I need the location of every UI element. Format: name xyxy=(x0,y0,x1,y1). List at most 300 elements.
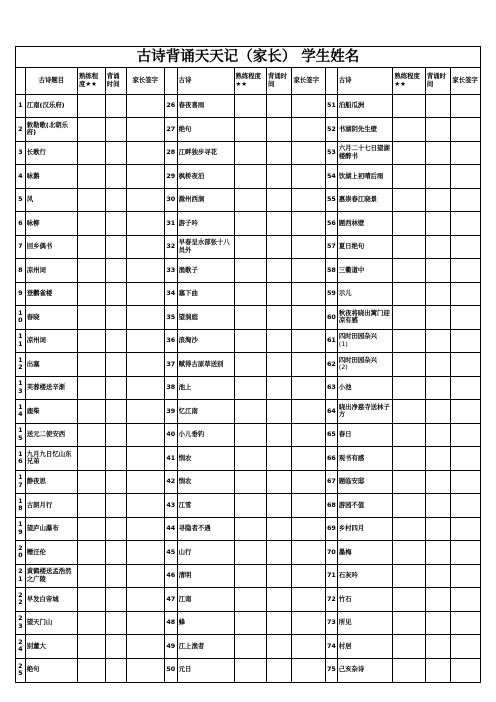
signature-cell[interactable] xyxy=(451,541,480,565)
header-poem-3: 古诗 xyxy=(337,68,393,94)
poem-number: 20 xyxy=(16,541,25,565)
time-cell[interactable] xyxy=(105,541,126,565)
poem-number: 64 xyxy=(326,400,338,424)
time-cell[interactable] xyxy=(105,564,126,588)
signature-cell[interactable] xyxy=(126,635,164,659)
skill-cell[interactable] xyxy=(77,259,105,283)
time-cell[interactable] xyxy=(105,376,126,400)
skill-cell[interactable] xyxy=(77,470,105,494)
time-cell[interactable] xyxy=(105,400,126,424)
skill-cell[interactable] xyxy=(77,564,105,588)
skill-cell[interactable] xyxy=(393,635,425,659)
signature-cell[interactable] xyxy=(451,282,480,306)
skill-cell[interactable] xyxy=(234,306,266,330)
time-cell[interactable] xyxy=(425,259,451,283)
signature-cell[interactable] xyxy=(292,400,326,424)
poem-title-text: 望洞庭 xyxy=(178,312,198,321)
poem-title xyxy=(25,635,77,659)
time-cell[interactable] xyxy=(425,94,451,118)
skill-cell[interactable] xyxy=(393,658,425,682)
skill-cell[interactable] xyxy=(234,282,266,306)
signature-cell[interactable] xyxy=(451,141,480,165)
time-cell[interactable] xyxy=(425,188,451,212)
time-cell[interactable] xyxy=(105,94,126,118)
skill-cell[interactable] xyxy=(234,658,266,682)
skill-cell[interactable] xyxy=(393,235,425,259)
signature-cell[interactable] xyxy=(292,588,326,612)
poem-number: 30 xyxy=(164,188,177,212)
poem-title xyxy=(177,658,234,682)
poem-title-text: 饮湖上初晴后雨 xyxy=(338,171,384,180)
skill-cell[interactable] xyxy=(393,423,425,447)
time-cell[interactable] xyxy=(425,376,451,400)
time-cell[interactable] xyxy=(105,588,126,612)
poem-number: 62 xyxy=(326,353,338,377)
skill-cell[interactable] xyxy=(77,447,105,471)
poem-title-text: 寻隐者不遇 xyxy=(178,524,211,533)
signature-cell[interactable] xyxy=(126,235,164,259)
skill-cell[interactable] xyxy=(393,353,425,377)
signature-cell[interactable] xyxy=(126,165,164,189)
signature-cell[interactable] xyxy=(126,494,164,518)
table-row xyxy=(16,470,480,494)
time-cell[interactable] xyxy=(425,329,451,353)
time-cell[interactable] xyxy=(105,118,126,142)
skill-cell[interactable] xyxy=(234,118,266,142)
signature-cell[interactable] xyxy=(292,165,326,189)
signature-cell[interactable] xyxy=(292,141,326,165)
time-cell[interactable] xyxy=(105,306,126,330)
poem-number: 38 xyxy=(164,376,177,400)
skill-cell[interactable] xyxy=(77,235,105,259)
table-row xyxy=(16,259,480,283)
poem-title-text: 题临安邸 xyxy=(338,477,365,486)
skill-cell[interactable] xyxy=(393,517,425,541)
signature-cell[interactable] xyxy=(292,376,326,400)
skill-cell[interactable] xyxy=(393,564,425,588)
poem-title xyxy=(337,306,393,330)
time-cell[interactable] xyxy=(266,235,292,259)
signature-cell[interactable] xyxy=(451,564,480,588)
time-cell[interactable] xyxy=(266,282,292,306)
time-cell[interactable] xyxy=(425,235,451,259)
poem-title xyxy=(25,212,77,236)
poem-title xyxy=(177,188,234,212)
time-cell[interactable] xyxy=(105,259,126,283)
time-cell[interactable] xyxy=(266,376,292,400)
time-cell[interactable] xyxy=(266,517,292,541)
signature-cell[interactable] xyxy=(292,611,326,635)
signature-cell[interactable] xyxy=(451,494,480,518)
poem-title-text: 望庐山瀑布 xyxy=(26,524,59,533)
skill-cell[interactable] xyxy=(77,165,105,189)
signature-cell[interactable] xyxy=(451,470,480,494)
poem-title xyxy=(177,306,234,330)
signature-cell[interactable] xyxy=(451,517,480,541)
signature-cell[interactable] xyxy=(292,188,326,212)
time-cell[interactable] xyxy=(266,141,292,165)
skill-cell[interactable] xyxy=(77,141,105,165)
poem-title-text: 墨梅 xyxy=(338,547,352,556)
signature-cell[interactable] xyxy=(126,329,164,353)
signature-cell[interactable] xyxy=(292,212,326,236)
poem-part-label: (2) xyxy=(338,363,348,372)
poem-number: 72 xyxy=(326,588,338,612)
time-cell[interactable] xyxy=(425,470,451,494)
skill-cell[interactable] xyxy=(234,212,266,236)
time-cell[interactable] xyxy=(266,188,292,212)
time-cell[interactable] xyxy=(266,400,292,424)
skill-cell[interactable] xyxy=(234,588,266,612)
skill-cell[interactable] xyxy=(393,400,425,424)
time-cell[interactable] xyxy=(425,635,451,659)
poem-number: 39 xyxy=(164,400,177,424)
skill-cell[interactable] xyxy=(234,447,266,471)
signature-cell[interactable] xyxy=(292,282,326,306)
poem-title-text: 早发白帝城 xyxy=(26,594,59,603)
header-num-1 xyxy=(16,68,25,94)
signature-cell[interactable] xyxy=(126,517,164,541)
signature-cell[interactable] xyxy=(126,423,164,447)
poem-number: 5 xyxy=(16,188,25,212)
signature-cell[interactable] xyxy=(451,588,480,612)
skill-cell[interactable] xyxy=(234,329,266,353)
time-cell[interactable] xyxy=(266,658,292,682)
time-cell[interactable] xyxy=(425,611,451,635)
skill-cell[interactable] xyxy=(234,423,266,447)
time-cell[interactable] xyxy=(266,588,292,612)
signature-cell[interactable] xyxy=(292,353,326,377)
time-cell[interactable] xyxy=(266,423,292,447)
time-cell[interactable] xyxy=(425,564,451,588)
poem-title xyxy=(337,635,393,659)
skill-cell[interactable] xyxy=(393,376,425,400)
signature-cell[interactable] xyxy=(292,423,326,447)
skill-cell[interactable] xyxy=(77,94,105,118)
table-row xyxy=(16,564,480,588)
signature-cell[interactable] xyxy=(126,447,164,471)
time-cell[interactable] xyxy=(266,329,292,353)
time-cell[interactable] xyxy=(266,564,292,588)
signature-cell[interactable] xyxy=(126,118,164,142)
poem-title-text: 小儿垂钓 xyxy=(178,430,205,439)
poem-title xyxy=(337,376,393,400)
signature-cell[interactable] xyxy=(292,564,326,588)
signature-cell[interactable] xyxy=(292,94,326,118)
skill-cell[interactable] xyxy=(234,259,266,283)
skill-cell[interactable] xyxy=(234,494,266,518)
skill-cell[interactable] xyxy=(393,611,425,635)
skill-cell[interactable] xyxy=(234,517,266,541)
signature-cell[interactable] xyxy=(126,470,164,494)
poem-title-text: 六月二十七日望湖楼醉书 xyxy=(338,144,390,160)
poem-title-text: 江南(汉乐府) xyxy=(26,101,65,110)
time-cell[interactable] xyxy=(105,470,126,494)
table-row xyxy=(16,400,480,424)
time-cell[interactable] xyxy=(105,282,126,306)
signature-cell[interactable] xyxy=(451,658,480,682)
header-num-3 xyxy=(326,68,338,94)
signature-cell[interactable] xyxy=(292,517,326,541)
poem-number: 45 xyxy=(164,541,177,565)
time-cell[interactable] xyxy=(105,423,126,447)
time-cell[interactable] xyxy=(425,165,451,189)
time-cell[interactable] xyxy=(266,494,292,518)
poem-title xyxy=(177,564,234,588)
signature-cell[interactable] xyxy=(451,165,480,189)
signature-cell[interactable] xyxy=(451,188,480,212)
skill-cell[interactable] xyxy=(234,376,266,400)
poem-number: 13 xyxy=(16,376,25,400)
poem-title-text: 乡村四月 xyxy=(338,524,365,533)
skill-cell[interactable] xyxy=(234,235,266,259)
signature-cell[interactable] xyxy=(126,376,164,400)
signature-cell[interactable] xyxy=(451,611,480,635)
signature-cell[interactable] xyxy=(451,447,480,471)
signature-cell[interactable] xyxy=(292,635,326,659)
signature-cell[interactable] xyxy=(126,353,164,377)
poem-number: 59 xyxy=(326,282,338,306)
time-cell[interactable] xyxy=(266,259,292,283)
poem-title xyxy=(25,141,77,165)
skill-cell[interactable] xyxy=(393,470,425,494)
time-cell[interactable] xyxy=(105,611,126,635)
signature-cell[interactable] xyxy=(126,282,164,306)
signature-cell[interactable] xyxy=(451,94,480,118)
time-cell[interactable] xyxy=(266,353,292,377)
signature-cell[interactable] xyxy=(451,306,480,330)
time-cell[interactable] xyxy=(266,541,292,565)
poem-title-text: 江上渔者 xyxy=(178,641,205,650)
poem-title xyxy=(177,165,234,189)
skill-cell[interactable] xyxy=(234,635,266,659)
time-cell[interactable] xyxy=(266,611,292,635)
poem-number: 41 xyxy=(164,447,177,471)
skill-cell[interactable] xyxy=(234,541,266,565)
poem-title xyxy=(25,517,77,541)
time-cell[interactable] xyxy=(425,118,451,142)
signature-cell[interactable] xyxy=(292,235,326,259)
time-cell[interactable] xyxy=(425,658,451,682)
time-cell[interactable] xyxy=(425,306,451,330)
time-cell[interactable] xyxy=(266,212,292,236)
signature-cell[interactable] xyxy=(126,212,164,236)
skill-cell[interactable] xyxy=(77,329,105,353)
time-cell[interactable] xyxy=(105,353,126,377)
poem-title-text: 浪淘沙 xyxy=(178,336,198,345)
time-cell[interactable] xyxy=(105,188,126,212)
skill-cell[interactable] xyxy=(234,188,266,212)
signature-cell[interactable] xyxy=(126,94,164,118)
skill-cell[interactable] xyxy=(234,165,266,189)
skill-cell[interactable] xyxy=(393,141,425,165)
skill-cell[interactable] xyxy=(393,212,425,236)
time-cell[interactable] xyxy=(425,141,451,165)
time-cell[interactable] xyxy=(105,165,126,189)
time-cell[interactable] xyxy=(266,306,292,330)
skill-cell[interactable] xyxy=(234,141,266,165)
skill-cell[interactable] xyxy=(77,306,105,330)
signature-cell[interactable] xyxy=(126,611,164,635)
skill-cell[interactable] xyxy=(77,611,105,635)
skill-cell[interactable] xyxy=(77,658,105,682)
time-cell[interactable] xyxy=(105,141,126,165)
skill-cell[interactable] xyxy=(77,541,105,565)
signature-cell[interactable] xyxy=(126,588,164,612)
signature-cell[interactable] xyxy=(292,259,326,283)
poem-number: 37 xyxy=(164,353,177,377)
signature-cell[interactable] xyxy=(451,635,480,659)
time-cell[interactable] xyxy=(425,494,451,518)
signature-cell[interactable] xyxy=(292,306,326,330)
time-cell[interactable] xyxy=(266,165,292,189)
signature-cell[interactable] xyxy=(292,658,326,682)
poem-title-text: 滁州西涧 xyxy=(178,195,205,204)
signature-cell[interactable] xyxy=(292,541,326,565)
header-sign-2: 家长签字 xyxy=(292,68,326,94)
poem-number: 40 xyxy=(164,423,177,447)
poem-title xyxy=(337,658,393,682)
skill-cell[interactable] xyxy=(77,353,105,377)
signature-cell[interactable] xyxy=(292,118,326,142)
poem-title-text: 咏鹅 xyxy=(26,171,40,180)
signature-cell[interactable] xyxy=(292,470,326,494)
skill-cell[interactable] xyxy=(393,541,425,565)
skill-cell[interactable] xyxy=(77,400,105,424)
table-row xyxy=(16,118,480,142)
skill-cell[interactable] xyxy=(234,611,266,635)
time-cell[interactable] xyxy=(105,494,126,518)
skill-cell[interactable] xyxy=(77,423,105,447)
signature-cell[interactable] xyxy=(451,376,480,400)
poem-title xyxy=(25,282,77,306)
poem-title-text: 春日 xyxy=(338,430,352,439)
time-cell[interactable] xyxy=(425,353,451,377)
poem-title xyxy=(337,447,393,471)
signature-cell[interactable] xyxy=(126,564,164,588)
table-row xyxy=(16,541,480,565)
skill-cell[interactable] xyxy=(77,376,105,400)
time-cell[interactable] xyxy=(105,329,126,353)
signature-cell[interactable] xyxy=(451,259,480,283)
time-cell[interactable] xyxy=(425,447,451,471)
skill-cell[interactable] xyxy=(77,282,105,306)
signature-cell[interactable] xyxy=(292,329,326,353)
skill-cell[interactable] xyxy=(393,259,425,283)
skill-cell[interactable] xyxy=(393,118,425,142)
poem-number: 46 xyxy=(164,564,177,588)
time-cell[interactable] xyxy=(105,635,126,659)
signature-cell[interactable] xyxy=(451,353,480,377)
skill-cell[interactable] xyxy=(393,306,425,330)
table-row xyxy=(16,165,480,189)
time-cell[interactable] xyxy=(105,235,126,259)
skill-cell[interactable] xyxy=(393,494,425,518)
time-cell[interactable] xyxy=(105,658,126,682)
skill-cell[interactable] xyxy=(393,188,425,212)
skill-cell[interactable] xyxy=(393,165,425,189)
time-cell[interactable] xyxy=(425,400,451,424)
signature-cell[interactable] xyxy=(126,400,164,424)
signature-cell[interactable] xyxy=(451,400,480,424)
header-row xyxy=(16,68,480,94)
signature-cell[interactable] xyxy=(126,141,164,165)
header-sign-3: 家长签字 xyxy=(451,68,480,94)
time-cell[interactable] xyxy=(105,447,126,471)
signature-cell[interactable] xyxy=(126,541,164,565)
table-row xyxy=(16,588,480,612)
signature-cell[interactable] xyxy=(126,188,164,212)
time-cell[interactable] xyxy=(105,212,126,236)
skill-cell[interactable] xyxy=(234,400,266,424)
time-cell[interactable] xyxy=(266,470,292,494)
skill-cell[interactable] xyxy=(234,564,266,588)
poem-title-text: 山行 xyxy=(178,547,192,556)
signature-cell[interactable] xyxy=(126,259,164,283)
header-time-2: 背诵时间 xyxy=(266,68,292,94)
signature-cell[interactable] xyxy=(292,494,326,518)
skill-cell[interactable] xyxy=(77,517,105,541)
signature-cell[interactable] xyxy=(126,306,164,330)
poem-title xyxy=(337,141,393,165)
skill-cell[interactable] xyxy=(77,212,105,236)
skill-cell[interactable] xyxy=(77,494,105,518)
time-cell[interactable] xyxy=(105,517,126,541)
poem-number: 11 xyxy=(16,329,25,353)
time-cell[interactable] xyxy=(266,635,292,659)
poem-number: 44 xyxy=(164,517,177,541)
time-cell[interactable] xyxy=(425,588,451,612)
skill-cell[interactable] xyxy=(77,118,105,142)
skill-cell[interactable] xyxy=(393,447,425,471)
header-poem-title: 古诗题目 xyxy=(25,68,77,94)
skill-cell[interactable] xyxy=(77,635,105,659)
time-cell[interactable] xyxy=(425,212,451,236)
skill-cell[interactable] xyxy=(393,94,425,118)
skill-cell[interactable] xyxy=(393,282,425,306)
poem-number: 49 xyxy=(164,635,177,659)
signature-cell[interactable] xyxy=(292,447,326,471)
poem-title-text: 观书有感 xyxy=(338,453,365,462)
time-cell[interactable] xyxy=(425,517,451,541)
table-row xyxy=(16,376,480,400)
skill-cell[interactable] xyxy=(77,188,105,212)
poem-title xyxy=(177,235,234,259)
poem-number: 26 xyxy=(164,94,177,118)
poem-title-text: 江雪 xyxy=(178,500,192,509)
poem-title-text: 望天门山 xyxy=(26,618,53,627)
signature-cell[interactable] xyxy=(451,235,480,259)
time-cell[interactable] xyxy=(425,282,451,306)
poem-number: 12 xyxy=(16,353,25,377)
skill-cell[interactable] xyxy=(234,470,266,494)
skill-cell[interactable] xyxy=(234,94,266,118)
signature-cell[interactable] xyxy=(451,423,480,447)
signature-cell[interactable] xyxy=(451,329,480,353)
skill-cell[interactable] xyxy=(393,329,425,353)
time-cell[interactable] xyxy=(425,541,451,565)
time-cell[interactable] xyxy=(266,447,292,471)
time-cell[interactable] xyxy=(266,94,292,118)
signature-cell[interactable] xyxy=(451,212,480,236)
time-cell[interactable] xyxy=(425,423,451,447)
skill-cell[interactable] xyxy=(393,588,425,612)
time-cell[interactable] xyxy=(266,118,292,142)
skill-cell[interactable] xyxy=(234,353,266,377)
skill-cell[interactable] xyxy=(77,588,105,612)
signature-cell[interactable] xyxy=(451,118,480,142)
signature-cell[interactable] xyxy=(126,658,164,682)
